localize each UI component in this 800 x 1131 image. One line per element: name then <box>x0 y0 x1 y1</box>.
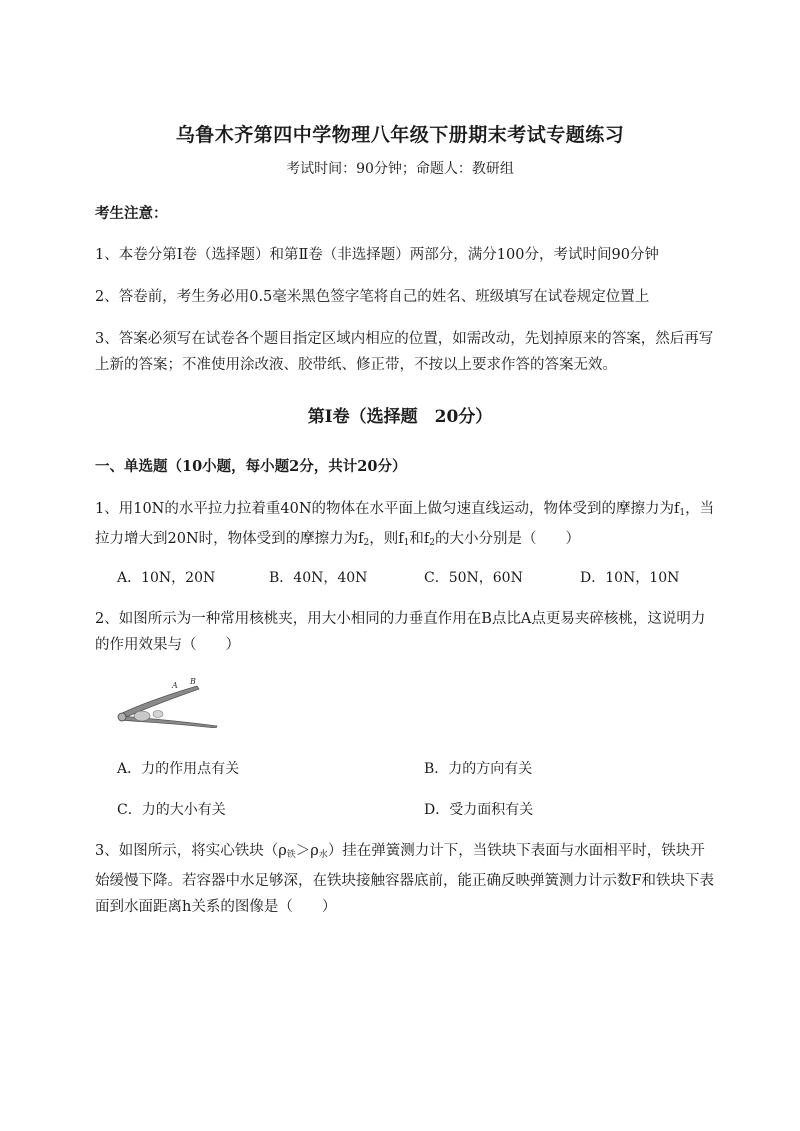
page-title: 乌鲁木齐第四中学物理八年级下册期末考试专题练习 <box>175 124 625 146</box>
notice-item: 1、本卷分第I卷（选择题）和第Ⅱ卷（非选择题）两部分，满分100分，考试时间90分钟 <box>95 247 659 263</box>
question-3-text: 3、如图所示，将实心铁块$(\rho_铁>\rho_水)$挂在弹簧测力计下，当铁块下表面与水面相平时，铁块开始缓慢下降。若容器中水足够深，在铁块接触容器底前，能正确反映弹簧测力计示数F和铁块下表面到水面距离h关系的图像是（ ） <box>95 843 715 915</box>
part-heading: 一、单选题（10小题，每小题2分，共计20分） <box>95 458 407 475</box>
notice-item: 2、答卷前，考生务必用0.5毫米黑色签字笔将自己的姓名、班级填写在试卷规定位置上 <box>95 289 650 305</box>
section-title: 第I卷（选择题 20分） <box>307 407 493 427</box>
question-2-option-c[interactable]: C．力的大小有关 <box>117 802 226 818</box>
question-1-text: 1、用10N的水平拉力拉着重40N的物体在水平面上做匀速直线运动，物体受到的摩擦力为$f_1$，当拉力增大到20N时，物体受到的摩擦力为$f_2$，则$f_1$和$f_2$的大小分别是（ ） <box>95 501 715 548</box>
nut <box>153 711 163 718</box>
notice-heading: 考生注意： <box>95 205 168 222</box>
nut <box>134 711 150 721</box>
nutcracker-figure <box>112 676 222 728</box>
question-1-option-d[interactable]: D．10N，10N <box>580 570 680 586</box>
nutcracker-hinge <box>118 713 126 721</box>
exam-subtitle: 考试时间：90分钟；命题人：教研组 <box>286 161 514 177</box>
question-2-option-d[interactable]: D．受力面积有关 <box>424 802 534 818</box>
question-1-option-b[interactable]: B．40N，40N <box>269 570 368 586</box>
question-1-option-c[interactable]: C．50N，60N <box>424 570 523 586</box>
point-b-label: B <box>190 677 196 686</box>
question-2-option-a[interactable]: A．力的作用点有关 <box>117 761 240 777</box>
question-1-option-a[interactable]: A．10N，20N <box>117 570 216 586</box>
question-2-option-b[interactable]: B．力的方向有关 <box>424 761 533 777</box>
question-2-text: 2、如图所示为一种常用核桃夹，用大小相同的力垂直作用在B点比A点更易夹碎核桃，这说明力的作用效果与（ ） <box>95 611 706 653</box>
notice-item: 3、答案必须写在试卷各个题目指定区域内相应的位置，如需改动，先划掉原来的答案，然后再写上新的答案；不准使用涂改液、胶带纸、修正带，不按以上要求作答的答案无效。 <box>95 331 714 373</box>
point-a-label: A <box>172 681 178 690</box>
